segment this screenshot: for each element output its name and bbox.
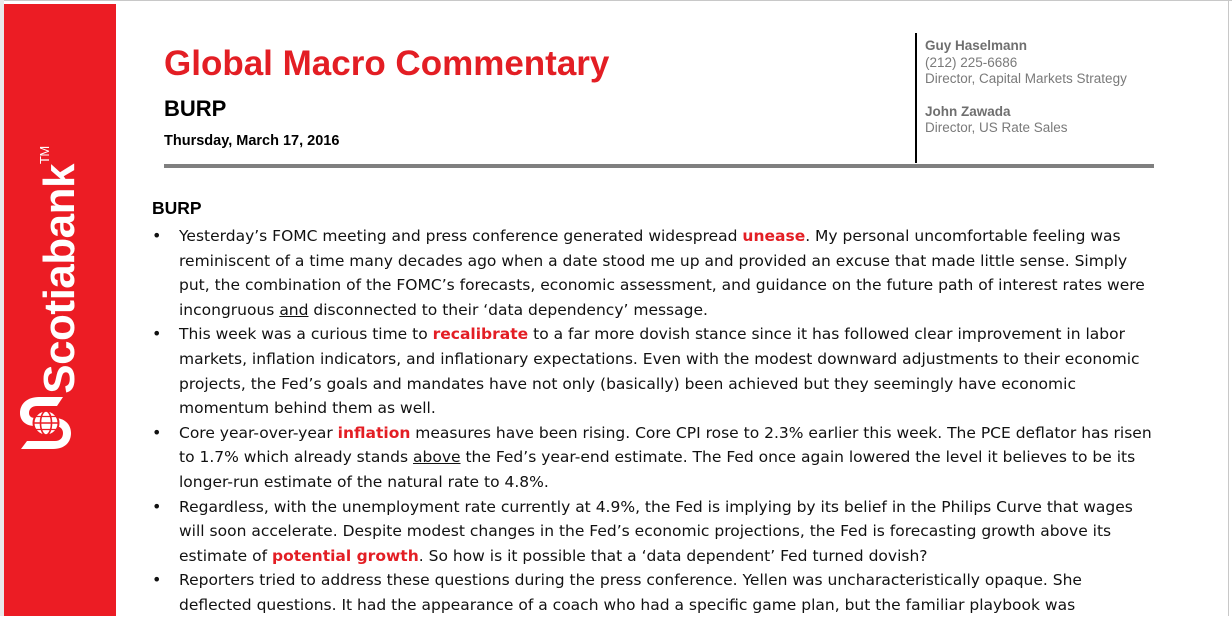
bullet-text: measures have been rising. Core CPI rose to 2.3% earlier this week. The PCE deflator has risen to 1.7% which already stands xyxy=(179,423,1152,467)
highlighted-term: inflation xyxy=(337,423,411,442)
bullet-item xyxy=(152,568,1152,617)
contact-guy-haselmann xyxy=(925,38,1127,88)
bullet-marker: • xyxy=(152,570,162,590)
bullet-text: disconnected to their ‘data dependency’ message. xyxy=(308,300,708,319)
bullet-text: Regardless, with the unemployment rate currently at 4.9%, the Fed is implying by its belief in the Philips Curve that wages will soon accelerate. Despite modest changes in the Fed’s economic projections, the Fed is forecasting growth above its estimate of xyxy=(179,497,1133,565)
contact-role: Director, US Rate Sales xyxy=(925,120,1068,135)
bullet-item xyxy=(152,224,1152,322)
bullet-item xyxy=(152,495,1152,569)
header-divider xyxy=(164,164,1154,168)
bullet-text: the Fed’s year-end estimate. The Fed once again lowered the level it believes to be its longer-run estimate of the natural rate to 4.8%. xyxy=(179,448,1136,491)
highlighted-term: potential growth xyxy=(272,546,419,565)
highlighted-term: recalibrate xyxy=(432,325,529,344)
bullet-text: to a far more dovish stance since it has followed clear improvement in labor markets, inflation indicators, and inflationary expectations. Even with the modest downward adjustments to their economic projects, the Fed’s goals and mandates have not only (basically) been achieved but they seemingly have economic momentum behind them as well. xyxy=(179,325,1140,418)
page-top-border xyxy=(0,0,1232,1)
document-date: Thursday, March 17, 2016 xyxy=(164,133,340,149)
bullet-text: . So how is it possible that a ‘data dependent’ Fed turned dovish? xyxy=(418,546,928,565)
document-title: Global Macro Commentary xyxy=(164,44,610,83)
bullet-text: Core year-over-year xyxy=(179,423,338,442)
contact-name: Guy Haselmann xyxy=(925,38,1028,53)
contact-role: Director, Capital Markets Strategy xyxy=(925,71,1127,86)
contact-phone: (212) 225-6686 xyxy=(925,54,1018,70)
brand-trademark: TM xyxy=(37,146,52,165)
contact-john-zawada xyxy=(925,104,1127,137)
bullet-text: Yesterday’s FOMC meeting and press conference generated widespread xyxy=(179,227,743,245)
bullet-marker: • xyxy=(152,324,162,344)
bullet-marker: • xyxy=(152,226,162,245)
section-heading: BURP xyxy=(152,198,202,218)
underlined-term: above xyxy=(413,448,461,467)
bullet-text: This week was a curious time to xyxy=(179,325,433,344)
page-right-border xyxy=(1228,0,1229,616)
contacts-divider xyxy=(915,33,917,163)
bullet-marker: • xyxy=(152,422,162,442)
scotiabank-logo-icon xyxy=(17,394,73,452)
highlighted-term: unease xyxy=(742,227,806,245)
bullet-list xyxy=(152,224,1152,618)
bullet-marker: • xyxy=(152,496,162,516)
contact-name: John Zawada xyxy=(925,103,1011,119)
contacts-block xyxy=(925,38,1127,153)
document-subtitle: BURP xyxy=(164,96,227,121)
bullet-item xyxy=(152,421,1152,495)
bullet-text: . My personal uncomfortable feeling was reminiscent of a time many decades ago when a date stood me up and provided an excuse that made little sense. Simply put, the combination of the FOMC’s forecasts, economic assessment, and guidance on the future path of interest rates were incongruous xyxy=(179,227,1145,319)
brand-wordmark xyxy=(35,146,85,394)
bullet-text: Reporters tried to address these questions during the press conference. Yellen was uncharacteristically opaque. She deflected questions. It had the appearance of a coach who had a specific game plan, but the familiar playbook was xyxy=(179,571,1082,614)
underlined-term: and xyxy=(279,300,309,319)
bullet-item xyxy=(152,322,1152,420)
brand-name: Scotiabank xyxy=(35,164,84,394)
